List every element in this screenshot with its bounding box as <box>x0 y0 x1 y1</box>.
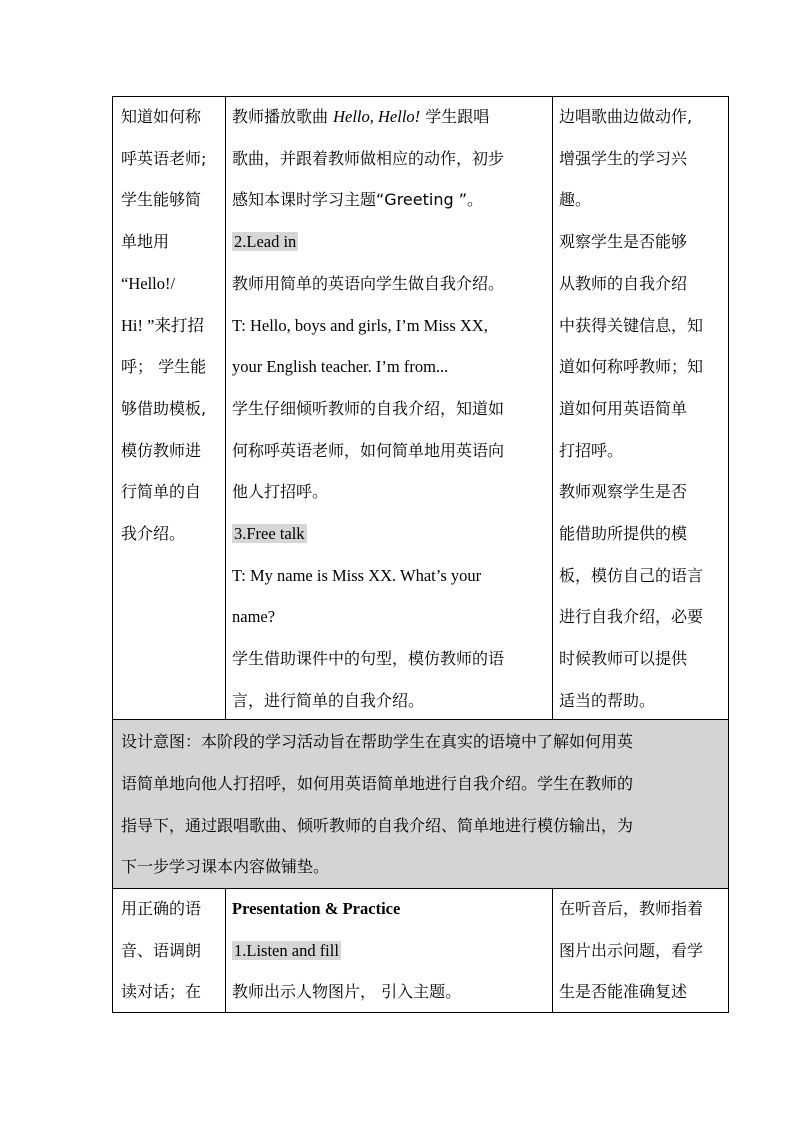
assessment-line: 在听音后，教师指着 <box>559 899 704 918</box>
activity-line: 感知本课时学习主题“Greeting ”。 <box>232 190 483 209</box>
lead-in-heading-text: 2.Lead in <box>234 232 297 251</box>
design-intent-line: 指导下，通过跟唱歌曲、倾听教师的自我介绍、简单地进行模仿输出，为 <box>121 816 634 835</box>
table-border-bottom <box>112 1012 729 1013</box>
activity-line: 他人打招呼。 <box>232 482 329 501</box>
assessment-line: 生是否能准确复述 <box>559 982 688 1001</box>
objective-line: 模仿教师进 <box>121 441 202 460</box>
presentation-heading: Presentation & Practice <box>232 899 401 918</box>
activity-text: 教师播放歌曲 <box>232 107 334 126</box>
activity-line: T: My name is Miss XX. What’s your <box>232 566 482 585</box>
assessment-line: 从教师的自我介绍 <box>559 274 688 293</box>
objective-line: 行简单的自 <box>121 482 202 501</box>
row-divider-1 <box>112 719 729 720</box>
assessment-line: 观察学生是否能够 <box>559 232 688 251</box>
song-title: Hello, Hello! <box>333 107 421 126</box>
free-talk-heading <box>232 523 307 545</box>
assessment-line: 增强学生的学习兴 <box>559 149 688 168</box>
activity-line: 何称呼英语老师，如何简单地用英语向 <box>232 441 505 460</box>
assessment-line: 能借助所提供的模 <box>559 524 688 543</box>
objective-line: 读对话；在 <box>121 982 202 1001</box>
activity-line: name? <box>232 607 276 626</box>
assessment-line: 时候教师可以提供 <box>559 649 688 668</box>
activity-line: 言，进行简单的自我介绍。 <box>232 691 425 710</box>
assessment-line: 边唱歌曲边做动作, <box>559 107 693 126</box>
listen-fill-heading <box>232 940 341 962</box>
objective-line: 用正确的语 <box>121 899 202 918</box>
assessment-line: 教师观察学生是否 <box>559 482 688 501</box>
table-border-top <box>112 96 729 97</box>
listen-fill-heading-text: 1.Listen and fill <box>234 941 339 960</box>
objective-line: 我介绍。 <box>121 524 186 543</box>
activity-line: T: Hello, boys and girls, I’m Miss XX, <box>232 316 488 335</box>
free-talk-heading-text: 3.Free talk <box>234 524 305 543</box>
assessment-line: 道如何用英语简单 <box>559 399 688 418</box>
assessment-line: 图片出示问题，看学 <box>559 941 704 960</box>
col-divider-1-bottom <box>225 888 226 1012</box>
activity-line-1 <box>232 106 489 128</box>
assessment-line: 道如何称呼教师；知 <box>559 357 704 376</box>
design-intent-line: 下一步学习课本内容做铺垫。 <box>121 857 330 876</box>
activity-line: 教师出示人物图片， 引入主题。 <box>232 982 462 1001</box>
row-divider-2 <box>112 888 729 889</box>
assessment-line: 趣。 <box>559 190 592 209</box>
objective-line: “Hello!/ <box>121 274 176 293</box>
objective-line: 音、语调朗 <box>121 941 202 960</box>
objective-line: 学生能够简 <box>121 190 202 209</box>
assessment-line: 板，模仿自己的语言 <box>559 566 704 585</box>
lead-in-heading <box>232 231 298 253</box>
objective-line: 呼； 学生能 <box>121 357 207 376</box>
objective-line: Hi! ”来打招 <box>121 316 204 335</box>
col-divider-1-top <box>225 96 226 719</box>
assessment-line: 适当的帮助。 <box>559 691 656 710</box>
activity-line: 教师用简单的英语向学生做自我介绍。 <box>232 274 505 293</box>
design-intent-line: 设计意图：本阶段的学习活动旨在帮助学生在真实的语境中了解如何用英 <box>121 732 634 751</box>
table-border-right <box>728 96 729 1013</box>
col-divider-2-bottom <box>552 888 553 1012</box>
col-divider-2-top <box>552 96 553 719</box>
activity-line: 学生借助课件中的句型，模仿教师的语 <box>232 649 505 668</box>
objective-line: 呼英语老师; <box>121 149 207 168</box>
activity-text: 学生跟唱 <box>420 107 490 126</box>
assessment-line: 进行自我介绍，必要 <box>559 607 704 626</box>
activity-line: your English teacher. I’m from... <box>232 357 449 376</box>
design-intent-line: 语简单地向他人打招呼，如何用英语简单地进行自我介绍。学生在教师的 <box>121 774 634 793</box>
objective-line: 单地用 <box>121 232 170 251</box>
objective-line: 够借助模板, <box>121 399 207 418</box>
activity-line: 歌曲，并跟着教师做相应的动作，初步 <box>232 149 505 168</box>
activity-line: 学生仔细倾听教师的自我介绍，知道如 <box>232 399 505 418</box>
assessment-line: 打招呼。 <box>559 441 624 460</box>
objective-line: 知道如何称 <box>121 107 202 126</box>
assessment-line: 中获得关键信息，知 <box>559 316 704 335</box>
table-border-left <box>112 96 113 1013</box>
